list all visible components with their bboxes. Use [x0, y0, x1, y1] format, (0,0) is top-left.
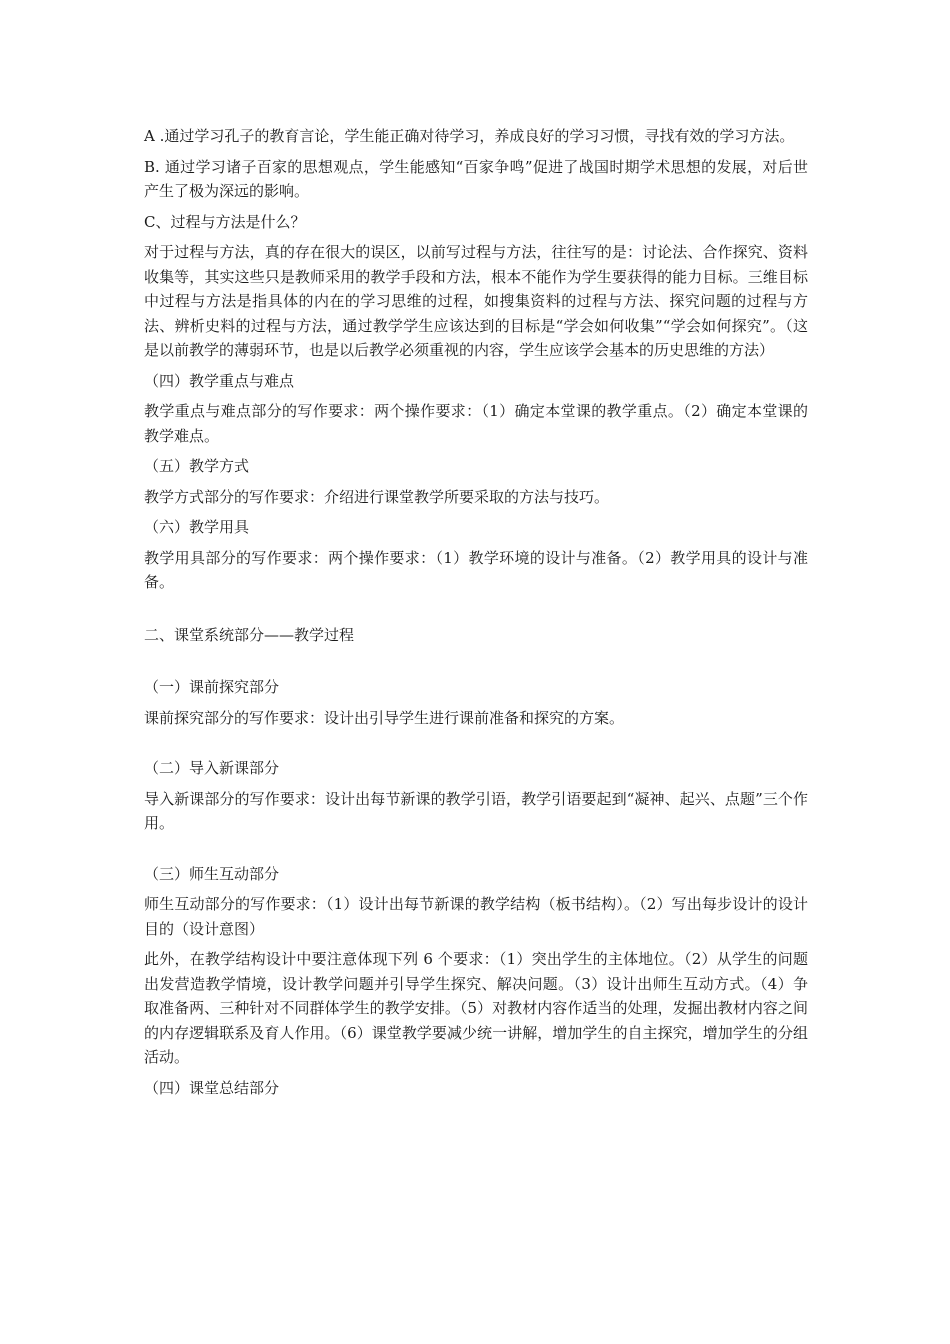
key-points-paragraph: 教学重点与难点部分的写作要求：两个操作要求：（1）确定本堂课的教学重点。（2）确定本堂课的教学难点。 — [144, 402, 808, 445]
heading-interaction: （三）师生互动部分 — [144, 864, 280, 883]
teaching-tools-paragraph: 教学用具部分的写作要求：两个操作要求：（1）教学环境的设计与准备。（2）教学用具的设计与准备。 — [144, 548, 808, 591]
objective-a: A .通过学习孔子的教育言论，学生能正确对待学习，养成良好的学习习惯，寻找有效的学习方法。 — [144, 127, 795, 145]
section-two-heading: 二、课堂系统部分——教学过程 — [144, 625, 355, 644]
heading-teaching-method: （五）教学方式 — [144, 457, 250, 475]
spacer — [144, 601, 808, 623]
interaction-paragraph: 师生互动部分的写作要求：（1）设计出每节新课的教学结构（板书结构）。（2）写出每步设计的设计目的（设计意图） — [144, 895, 808, 938]
structure-requirements-paragraph: 此外，在教学结构设计中要注意体现下列 6 个要求：（1）突出学生的主体地位。（2）从学生的问题出发营造教学情境，设计教学问题并引导学生探究、解决问题。（3）设计出师生互动方式。（4）争取准备两、三种针对不同群体学生的教学安排。（5）对教材内容作适当的处理，发掘出教材内容之间的内存逻辑联系及育人作用。（6）课堂教学要减少统一讲解，增加学生的自主探究，增加学生的分组活动。 — [144, 950, 808, 1066]
objective-b: B. 通过学习诸子百家的思想观点，学生能感知“百家争鸣”促进了战国时期学术思想的发展，对后世产生了极为深远的影响。 — [144, 157, 808, 200]
objective-c-heading: C、过程与方法是什么？ — [144, 212, 306, 231]
heading-key-points: （四）教学重点与难点 — [144, 371, 295, 390]
spacer — [144, 736, 808, 756]
heading-introduction: （二）导入新课部分 — [144, 759, 280, 777]
teaching-method-paragraph: 教学方式部分的写作要求：介绍进行课堂教学所要采取的方法与技巧。 — [144, 487, 610, 506]
heading-pre-class: （一）课前探究部分 — [144, 678, 280, 696]
document-body — [144, 124, 808, 1106]
process-method-paragraph: 对于过程与方法，真的存在很大的误区，以前写过程与方法，往往写的是：讨论法、合作探究、资料收集等，其实这些只是教师采用的教学手段和方法，根本不能作为学生要获得的能力目标。三维目标中过程与方法是指具体的内在的学习思维的过程，如搜集资料的过程与方法、探究问题的过程与方法、辨析史料的过程与方法，通过教学学生应该达到的目标是“学会如何收集”“学会如何探究”。（这是以前教学的薄弱环节，也是以后教学必须重视的内容，学生应该学会基本的历史思维的方法） — [144, 243, 808, 359]
introduction-paragraph: 导入新课部分的写作要求：设计出每节新课的教学引语，教学引语要起到“凝神、起兴、点题”三个作用。 — [144, 789, 808, 832]
pre-class-paragraph: 课前探究部分的写作要求：设计出引导学生进行课前准备和探究的方案。 — [144, 708, 625, 727]
heading-teaching-tools: （六）教学用具 — [144, 518, 250, 536]
spacer — [144, 653, 808, 675]
heading-summary: （四）课堂总结部分 — [144, 1078, 280, 1097]
spacer — [144, 842, 808, 862]
